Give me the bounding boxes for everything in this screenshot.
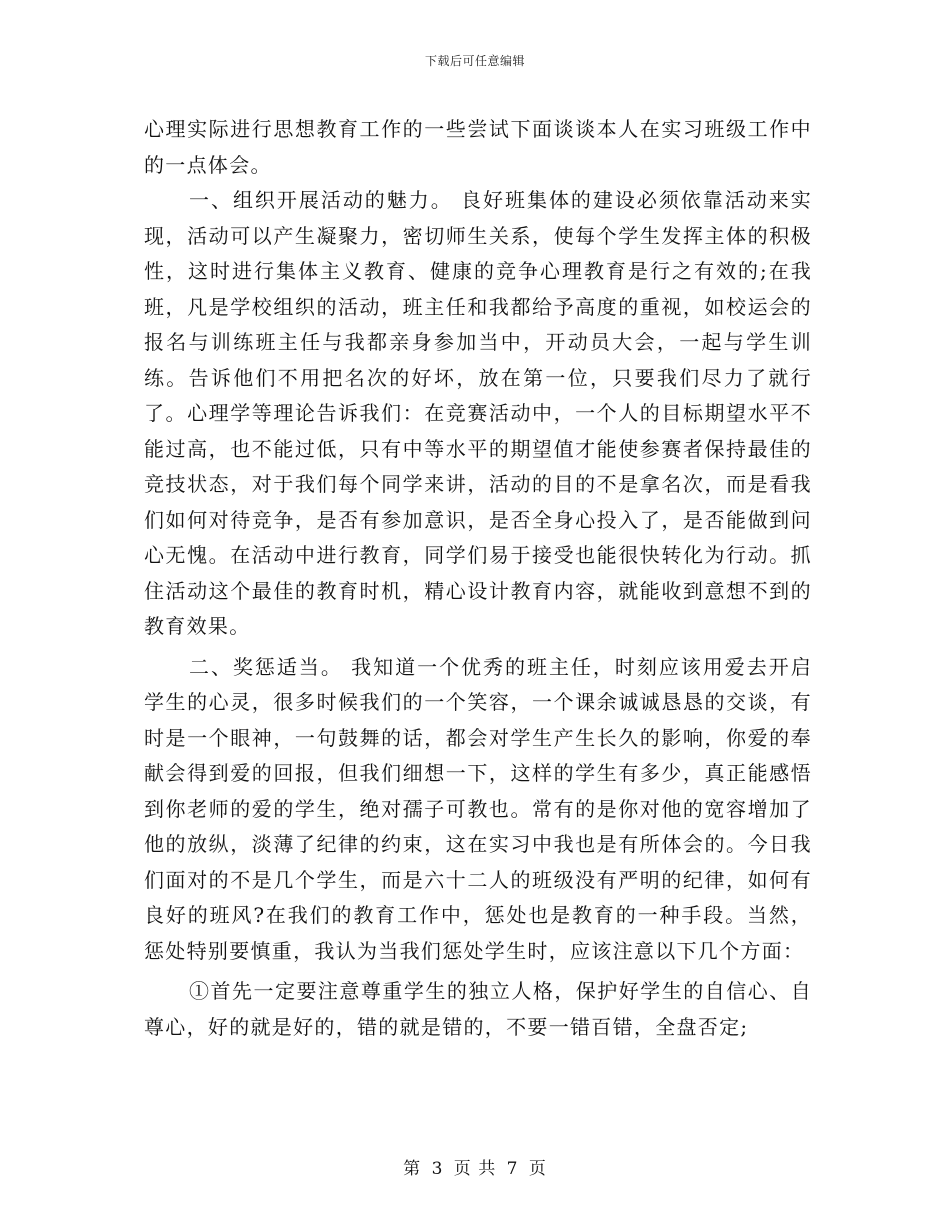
- footer-suffix: 页: [528, 1159, 547, 1179]
- page-footer: [0, 1154, 950, 1179]
- header-text: 下载后可任意编辑: [424, 54, 525, 68]
- paragraph-activities: 一、组织开展活动的魅力。 良好班集体的建设必须依靠活动来实现，活动可以产生凝聚力，密切师生关系，使每个学生发挥主体的积极性，这时进行集体主义教育、健康的竞争心理教育是行之有效的;在我班，凡是学校组织的活动，班主任和我都给予高度的重视，如校运会的报名与训练班主任与我都亲身参加当中，开动员大会，一起与学生训练。告诉他们不用把名次的好坏，放在第一位，只要我们尽力了就行了。心理学等理论告诉我们：在竞赛活动中，一个人的目标期望水平不能过高，也不能过低，只有中等水平的期望值才能使参赛者保持最佳的竞技状态，对于我们每个同学来讲，活动的目的不是拿名次，而是看我们如何对待竞争，是否有参加意识，是否全身心投入了，是否能做到问心无愧。在活动中进行教育，同学们易于接受也能很快转化为行动。抓住活动这个最佳的教育时机，精心设计教育内容，就能收到意想不到的教育效果。: [144, 188, 812, 638]
- document-body: [144, 112, 812, 1045]
- paragraph-point-one: ①首先一定要注意尊重学生的独立人格，保护好学生的自信心、自尊心，好的就是好的，错的就是错的，不要一错百错，全盘否定;: [144, 979, 812, 1039]
- footer-middle: 页 共: [453, 1159, 497, 1179]
- current-page-number: 3: [431, 1159, 444, 1179]
- paragraph-continuation: 心理实际进行思想教育工作的一些尝试下面谈谈本人在实习班级工作中的一点体会。: [144, 117, 812, 177]
- paragraph-rewards-punishment: 二、奖惩适当。 我知道一个优秀的班主任，时刻应该用爱去开启学生的心灵，很多时候我们的一个笑容，一个课余诚诚恳恳的交谈，有时是一个眼神，一句鼓舞的话，都会对学生产生长久的影响，你爱的奉献会得到爱的回报，但我们细想一下，这样的学生有多少，真正能感悟到你老师的爱的学生，绝对孺子可教也。常有的是你对他的宽容增加了他的放纵，淡薄了纪律的约束，这在实习中我也是有所体会的。今日我们面对的不是几个学生，而是六十二人的班级没有严明的纪律，如何有良好的班风?在我们的教育工作中，惩处也是教育的一种手段。当然，惩处特别要慎重，我认为当我们惩处学生时，应该注意以下几个方面：: [144, 654, 812, 963]
- total-pages-number: 7: [506, 1159, 519, 1179]
- page-header: [0, 52, 950, 69]
- footer-prefix: 第: [403, 1159, 422, 1179]
